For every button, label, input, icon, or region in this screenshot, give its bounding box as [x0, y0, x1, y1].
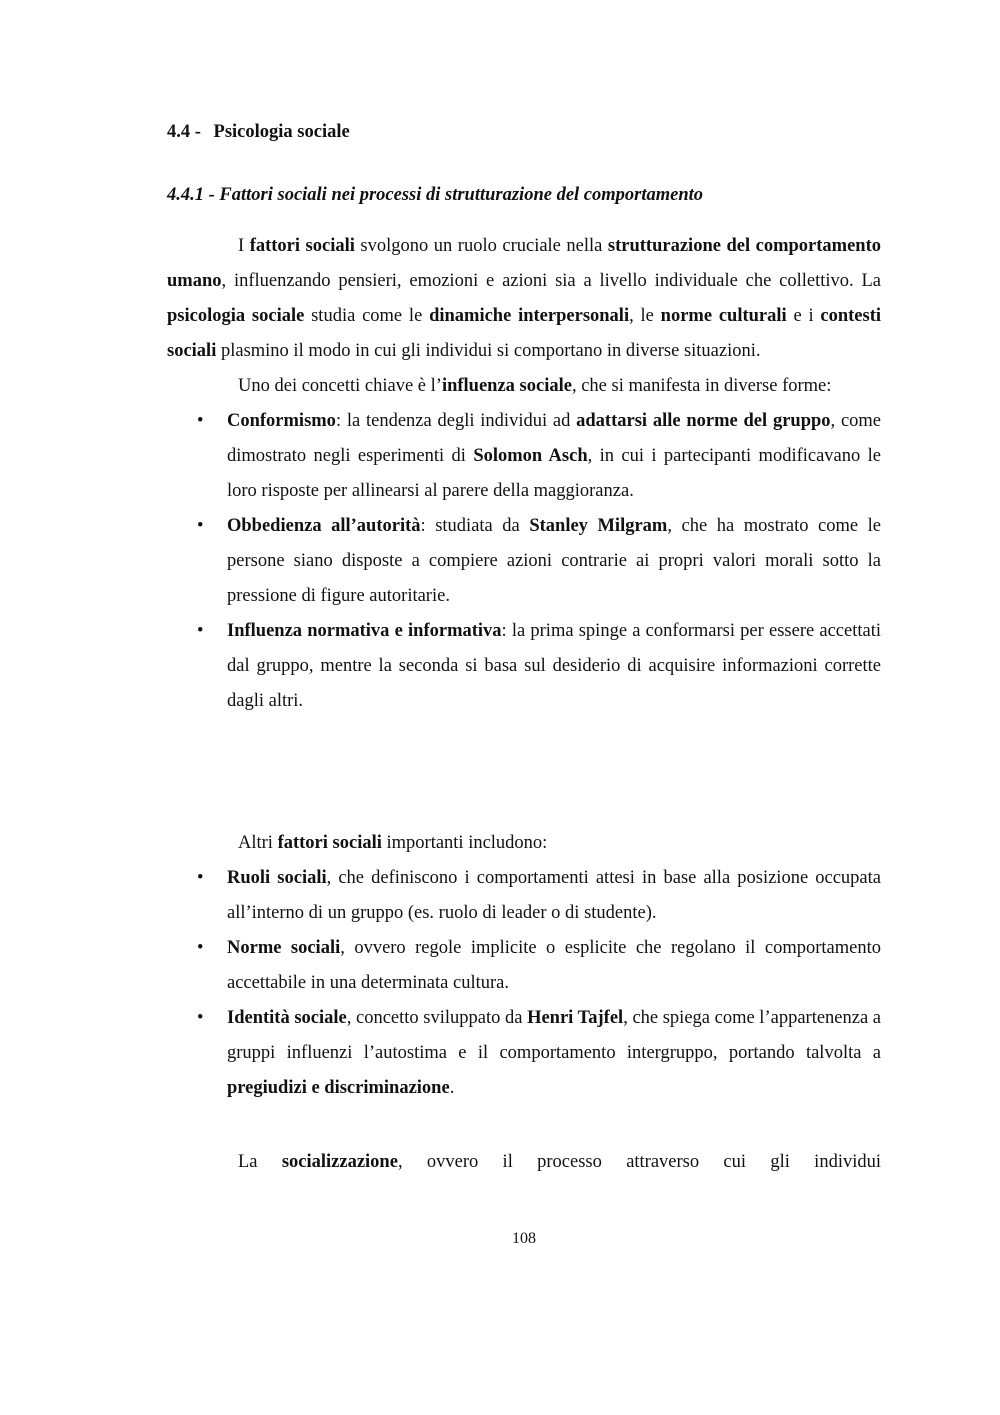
text-run: : la tendenza degli individui ad — [335, 411, 577, 431]
text-run: Altri — [238, 833, 278, 853]
subsection-heading: 4.4.1 - Fattori sociali nei processi di strutturazione del comportamento — [167, 185, 704, 205]
text-run: e i — [786, 306, 821, 326]
bold-term: Solomon Asch — [473, 446, 588, 466]
text-run: studia come le — [304, 306, 430, 326]
text-run: . — [449, 1078, 455, 1098]
section-number: 4.4 - — [167, 122, 201, 142]
text-run: importanti includono: — [381, 833, 548, 853]
paragraph-intro — [167, 229, 881, 369]
bold-term: strutturazione del comportamento umano — [167, 236, 881, 291]
text-run: , come dimostrato negli esperimenti di — [227, 411, 882, 466]
body-text-lower — [167, 826, 881, 1106]
bold-term: Stanley Milgram — [529, 516, 668, 536]
list-item-ruoli-sociali — [227, 861, 881, 931]
bold-term: fattori sociali — [249, 236, 355, 256]
text-run: , influenzando pensieri, emozioni e azioni sia a livello individuale che collettivo. La — [221, 271, 881, 291]
text-run: , ovvero regole implicite o esplicite che regolano il comportamento accettabile in una determinata cultura. — [227, 938, 881, 993]
bold-term: Ruoli sociali — [227, 868, 327, 888]
paragraph-socializzazione — [167, 1145, 881, 1180]
list-item-obbedienza — [227, 509, 881, 614]
bold-term: Conformismo — [227, 411, 336, 431]
bold-term: pregiudizi e discriminazione — [227, 1078, 450, 1098]
bold-term: psicologia sociale — [167, 306, 305, 326]
body-text-upper — [167, 229, 881, 719]
text-run: , che ha mostrato come le persone siano disposte a compiere azioni contrarie ai propri valori morali sotto la pressione di figure autoritarie. — [227, 516, 881, 606]
text-run: , ovvero il processo attraverso cui gli individui — [397, 1152, 881, 1172]
list-item-norme-sociali — [227, 931, 881, 1001]
bold-term: Influenza normativa e informativa — [227, 621, 502, 641]
bold-term: Obbedienza all’autorità — [227, 516, 421, 536]
bold-term: Norme sociali — [227, 938, 341, 958]
text-run: I — [238, 236, 250, 256]
page-number: 108 — [512, 1230, 536, 1247]
bold-term: Henri Tajfel — [527, 1008, 624, 1028]
text-run: , concetto sviluppato da — [346, 1008, 528, 1028]
bold-term: norme culturali — [660, 306, 787, 326]
text-run: , che spiega come l’appartenenza a gruppi influenzi l’autostima e il comportamento intergruppo, portando talvolta a — [227, 1008, 882, 1063]
bold-term: dinamiche interpersonali — [429, 306, 630, 326]
factors-list — [167, 861, 881, 1106]
section-title: Psicologia sociale — [213, 122, 350, 142]
text-run: La — [238, 1152, 282, 1172]
bold-term: contesti sociali — [167, 306, 881, 361]
bold-term: Identità sociale — [227, 1008, 347, 1028]
bold-term: fattori sociali — [277, 833, 382, 853]
body-text-closing — [167, 1145, 881, 1180]
text-run: , in cui i partecipanti modificavano le loro risposte per allinearsi al parere della maggioranza. — [227, 446, 881, 501]
list-item-conformismo — [227, 404, 881, 509]
bold-term: influenza sociale — [441, 376, 572, 396]
text-run: : la prima spinge a conformarsi per essere accettati dal gruppo, mentre la seconda si basa sul desiderio di acquisire informazioni corrette dagli altri. — [227, 621, 881, 711]
section-heading — [167, 120, 350, 144]
list-item-identita-sociale — [227, 1001, 881, 1106]
bold-term: adattarsi alle norme del gruppo — [576, 411, 831, 431]
text-run: , che si manifesta in diverse forme: — [571, 376, 832, 396]
bold-term: socializzazione — [281, 1152, 398, 1172]
text-run: Uno dei concetti chiave è l’ — [238, 376, 442, 396]
text-run: , le — [629, 306, 661, 326]
text-run: : studiata da — [420, 516, 530, 536]
text-run: svolgono un ruolo cruciale nella — [354, 236, 608, 256]
paragraph-social-influence — [167, 369, 881, 404]
list-item-influenza-normativa — [227, 614, 881, 719]
text-run: plasmino il modo in cui gli individui si comportano in diverse situazioni. — [216, 341, 761, 361]
influence-list — [167, 404, 881, 719]
text-run: , che definiscono i comportamenti attesi in base alla posizione occupata all’interno di un gruppo (es. ruolo di leader o di studente). — [227, 868, 881, 923]
paragraph-other-factors — [167, 826, 881, 861]
